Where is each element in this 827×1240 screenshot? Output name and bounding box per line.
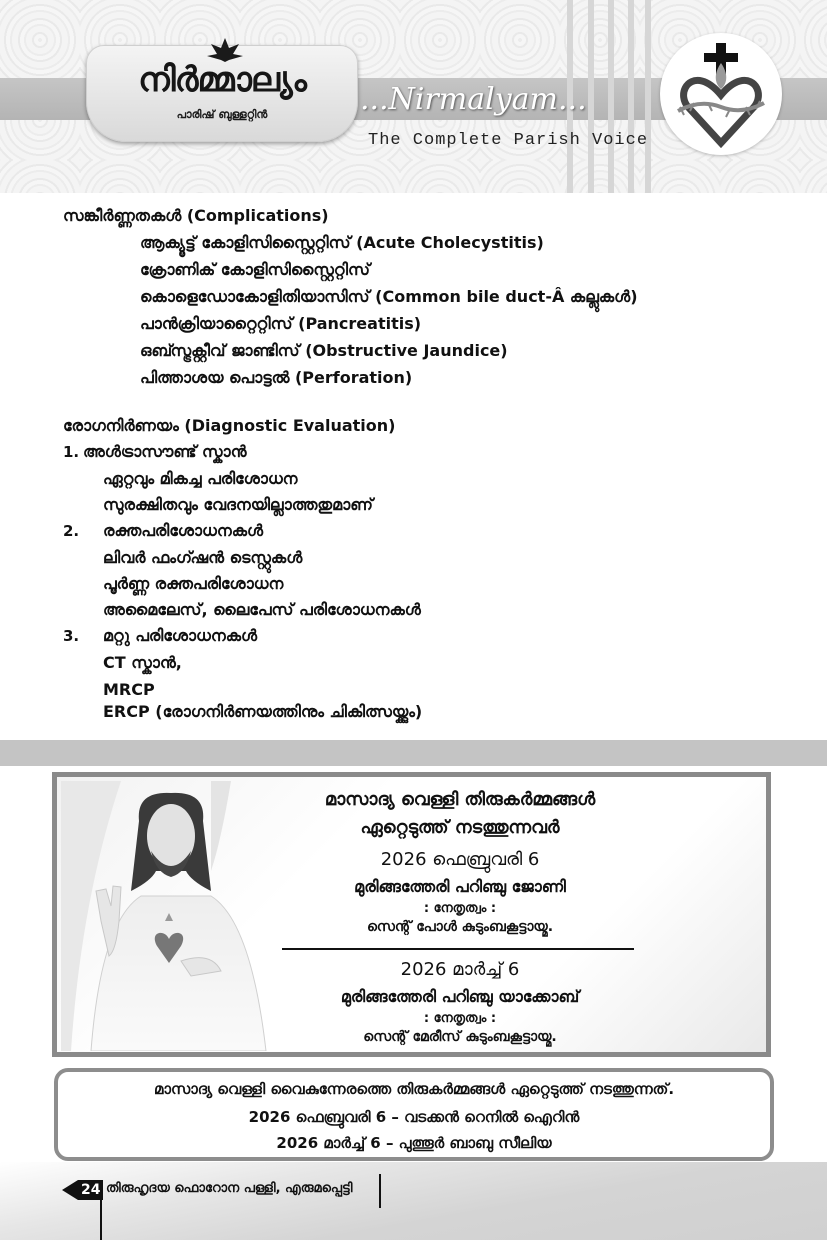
complication-item: കൊളെഡോകോളിതിയാസിസ് (Common bile duct-Â കല്ലുകൾ) bbox=[140, 287, 638, 306]
logo-subtitle: പാരിഷ് ബുള്ളറ്റിൻ bbox=[176, 108, 268, 121]
church-name: തിരുഹൃദയ ഫൊറോന പള്ളി, എരുമപ്പെട്ടി bbox=[106, 1181, 353, 1196]
section-item: MRCP bbox=[103, 680, 155, 699]
section-number: 1. bbox=[63, 443, 80, 461]
section-item: ലിവർ ഫംഗ്ഷൻ ടെസ്റ്റുകൾ bbox=[103, 548, 303, 567]
page-flag-icon bbox=[62, 1180, 78, 1200]
section-item: സുരക്ഷിതവും വേദനയില്ലാത്തതുമാണ് bbox=[103, 495, 373, 514]
unit-name: സെന്റ് പോൾ കുടുംബകൂട്ടായ്മ. bbox=[366, 919, 554, 935]
first-friday-box bbox=[52, 772, 771, 1057]
logo-title: നിർമ്മാല്യം bbox=[138, 60, 306, 100]
section-title: മറ്റു പരിശോധനകൾ bbox=[103, 626, 258, 645]
sacred-heart-icon bbox=[660, 33, 782, 155]
lotus-ornament-icon bbox=[205, 38, 245, 62]
logo-plaque bbox=[86, 45, 358, 142]
footer-rule bbox=[100, 1180, 102, 1240]
leadership-label: : നേതൃത്വം : bbox=[423, 901, 497, 916]
script-title: ...Nirmalyam... bbox=[360, 82, 587, 117]
decor-stripe bbox=[645, 0, 651, 193]
complication-item: പിത്താശയ പൊട്ടൽ (Perforation) bbox=[140, 368, 413, 387]
evening-service-box bbox=[54, 1068, 774, 1161]
decor-stripe bbox=[608, 0, 614, 193]
entry-divider bbox=[282, 948, 634, 950]
footer-background bbox=[0, 1162, 827, 1240]
section-divider bbox=[0, 740, 827, 766]
footer-rule-end bbox=[379, 1174, 381, 1208]
event-date: 2026 ഫെബ്രുവരി 6 bbox=[380, 849, 540, 870]
decor-stripe bbox=[588, 0, 594, 193]
event-date: 2026 മാർച്ച് 6 bbox=[400, 959, 520, 980]
complications-heading: സങ്കീർണ്ണതകൾ (Complications) bbox=[63, 206, 329, 225]
first-friday-heading: മാസാദ്യ വെള്ളി തിരുകർമ്മങ്ങൾ bbox=[324, 789, 596, 810]
leadership-label: : നേതൃത്വം : bbox=[423, 1011, 497, 1026]
evening-entry: 2026 ഫെബ്രുവരി 6 – വടക്കൻ റെനിൽ ഐറിൻ bbox=[248, 1108, 580, 1126]
page-number: 24 bbox=[78, 1180, 103, 1200]
tagline: The Complete Parish Voice bbox=[368, 131, 649, 150]
sacred-heart-of-jesus-image bbox=[61, 781, 281, 1051]
diagnostics-heading: രോഗനിർണയം (Diagnostic Evaluation) bbox=[63, 416, 396, 435]
section-number: 3. bbox=[63, 627, 80, 645]
section-item: പൂർണ്ണ രക്തപരിശോധന bbox=[103, 574, 284, 593]
sacred-heart-emblem bbox=[660, 33, 782, 155]
section-number: 2. bbox=[63, 522, 80, 540]
complication-item: ഒബ്സ്ട്രക്റ്റീവ് ജാണ്ടിസ് (Obstructive Jaundice) bbox=[140, 341, 508, 360]
event-host-name: മുരിങ്ങത്തേരി പറിഞ്ചു ജോണി bbox=[354, 877, 566, 896]
section-item: അമൈലേസ്, ലൈപേസ് പരിശോധനകൾ bbox=[103, 600, 421, 619]
first-friday-heading: ഏറ്റെടുത്ത് നടത്തുന്നവർ bbox=[360, 817, 560, 838]
section-title: രക്തപരിശോധനകൾ bbox=[103, 521, 264, 540]
masthead bbox=[0, 0, 827, 193]
evening-heading: മാസാദ്യ വെള്ളി വൈകുന്നേരത്തെ തിരുകർമ്മങ്ങൾ ഏറ്റെടുത്ത് നടത്തുന്നത്. bbox=[153, 1080, 675, 1098]
complication-item: പാൻക്രിയാറ്റൈറ്റിസ് (Pancreatitis) bbox=[140, 314, 422, 333]
decor-stripe bbox=[628, 0, 634, 193]
complication-item: ആക്യൂട്ട് കോളിസിസ്റ്റൈറ്റിസ് (Acute Cholecystitis) bbox=[140, 233, 544, 252]
evening-entry: 2026 മാർച്ച് 6 – പുത്തൂർ ബാബു സീലിയ bbox=[276, 1134, 552, 1152]
event-host-name: മുരിങ്ങത്തേരി പറിഞ്ചു യാക്കോബ് bbox=[340, 987, 580, 1006]
section-item: ഏറ്റവും മികച്ച പരിശോധന bbox=[103, 469, 298, 488]
section-item: ERCP (രോഗനിർണയത്തിനും ചികിത്സയ്ക്കും) bbox=[103, 702, 423, 721]
unit-name: സെന്റ് മേരീസ് കുടുംബകൂട്ടായ്മ. bbox=[363, 1029, 557, 1045]
complication-item: ക്രോണിക് കോളിസിസ്റ്റൈറ്റിസ് bbox=[140, 260, 370, 279]
section-item: CT സ്കാൻ, bbox=[103, 653, 182, 672]
section-title: അൾട്രാസൗണ്ട് സ്കാൻ bbox=[83, 442, 247, 461]
